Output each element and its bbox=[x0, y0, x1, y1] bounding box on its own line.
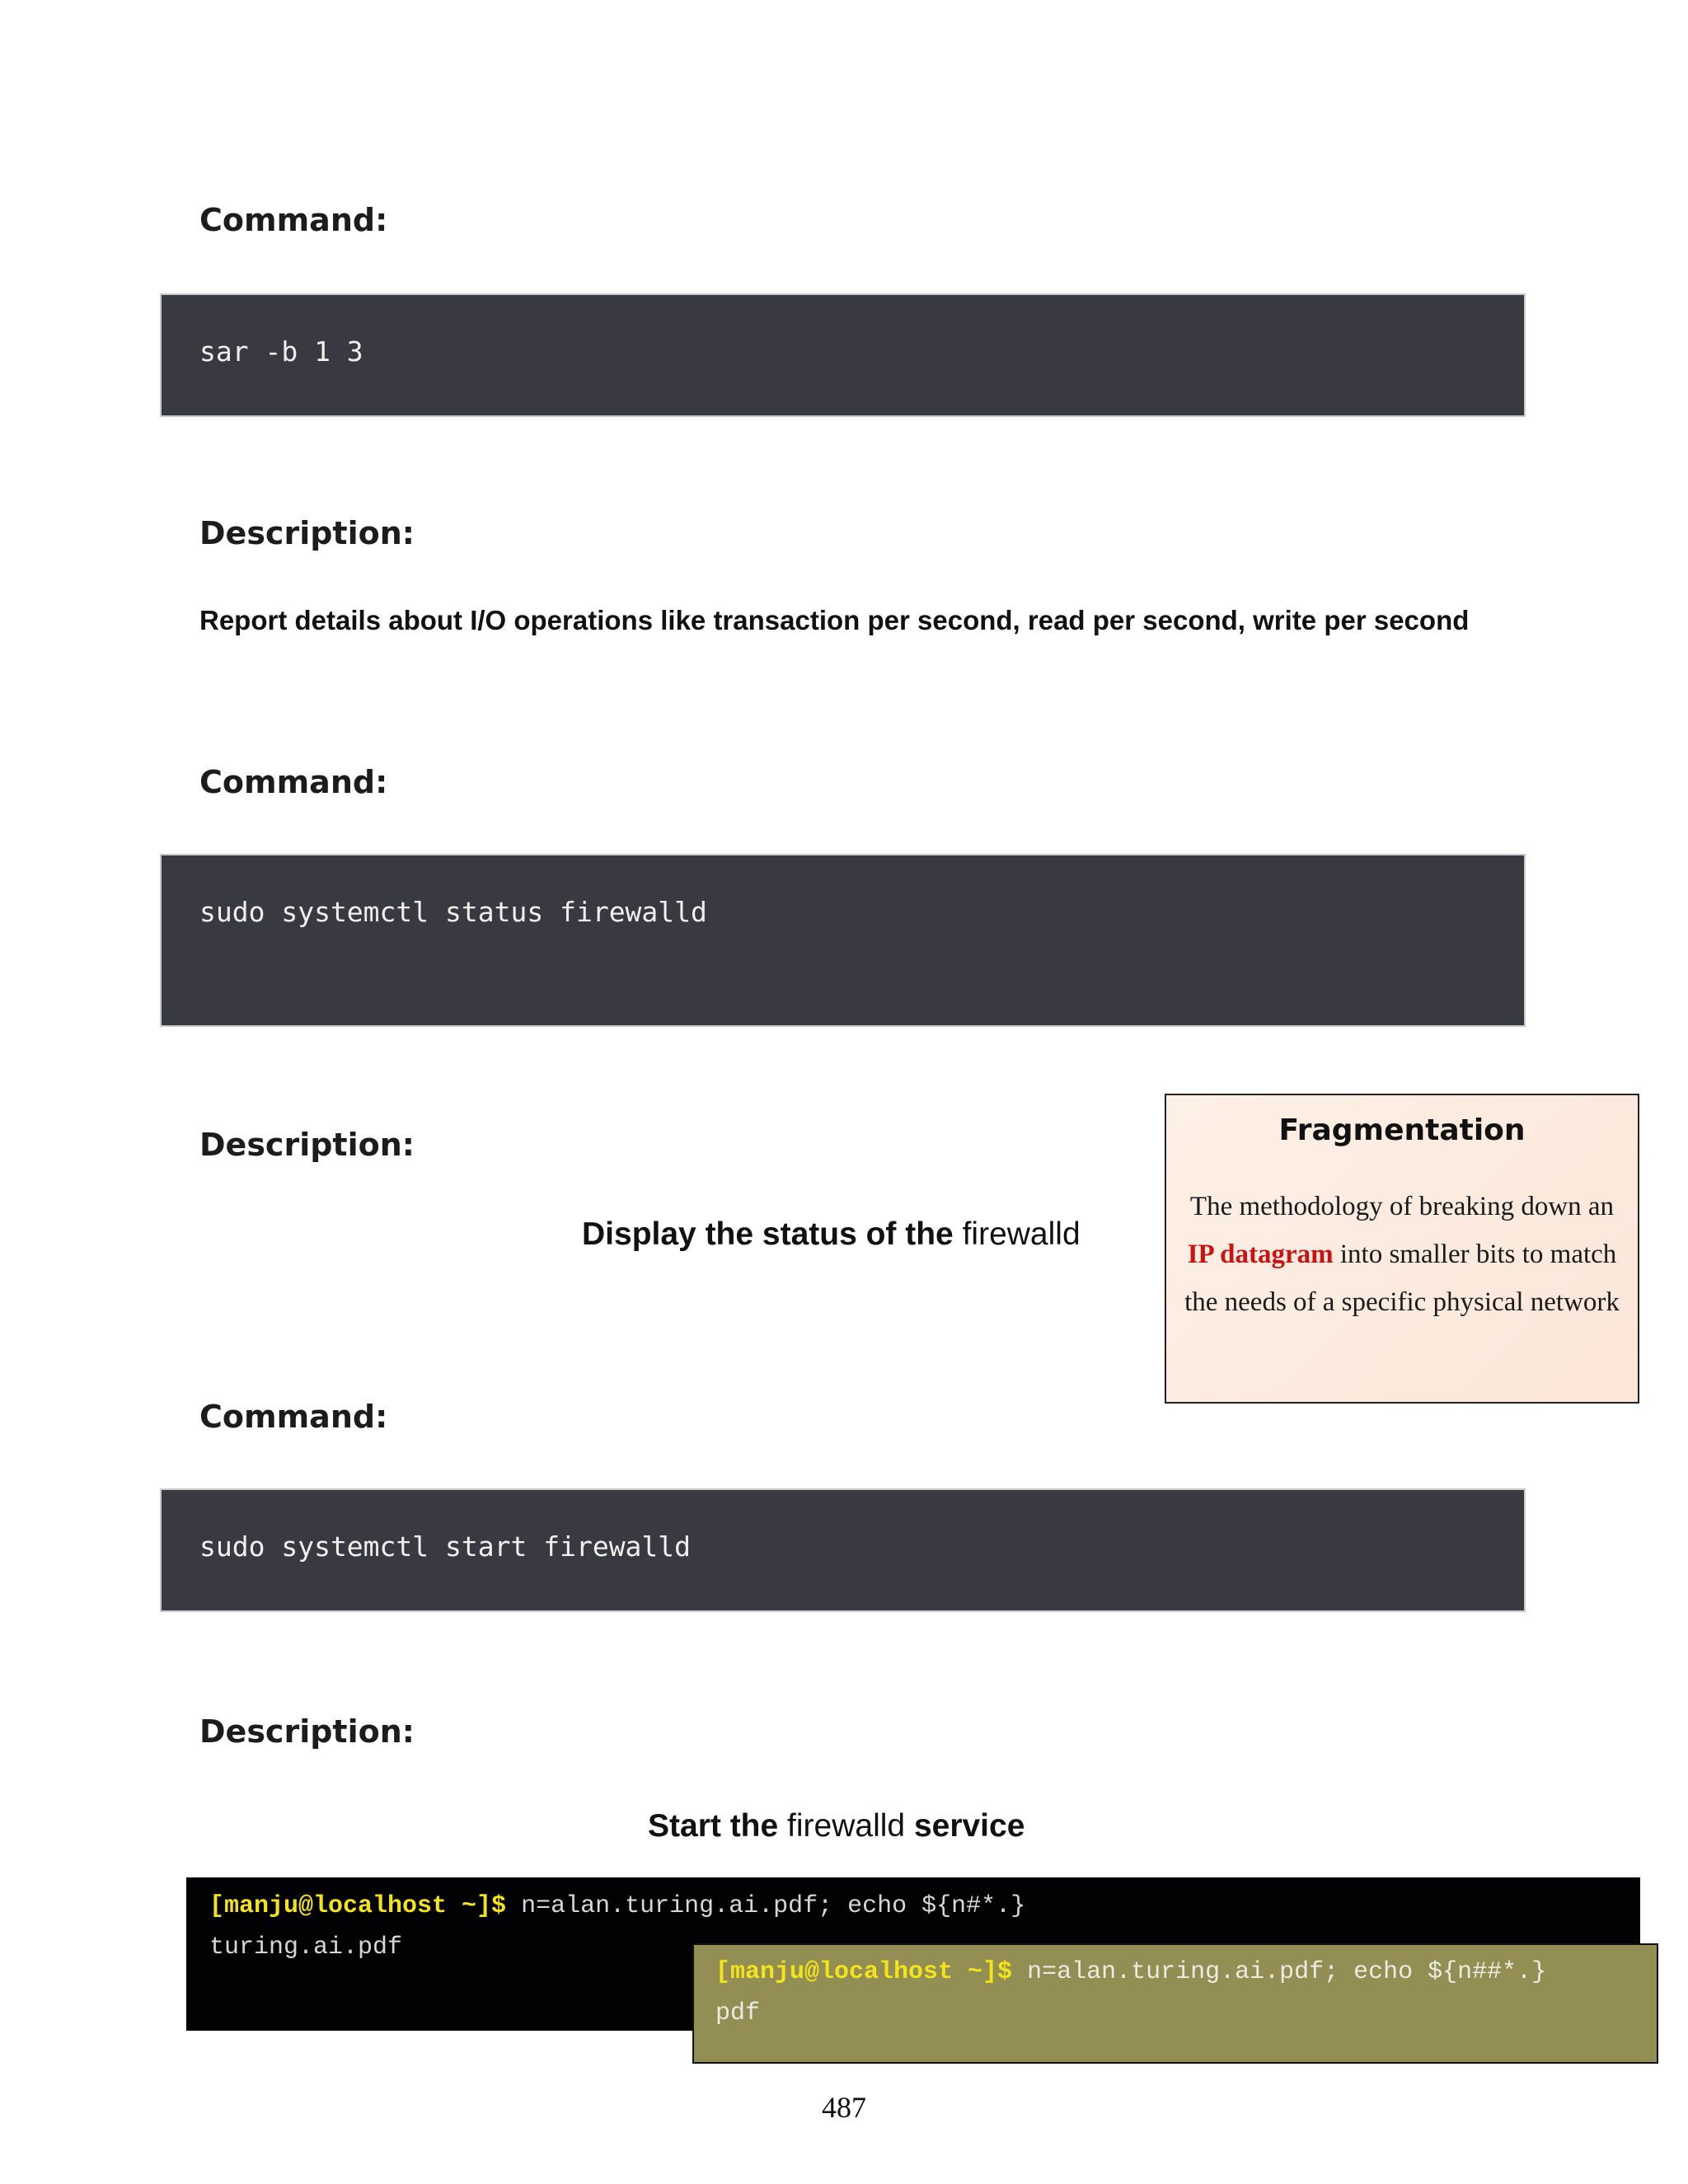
code-block-1 bbox=[160, 293, 1526, 417]
terminal-olive-prompt: [manju@localhost ~]$ bbox=[715, 1958, 1013, 1986]
description-heading-3: Description: bbox=[199, 1713, 415, 1750]
callout-body bbox=[1181, 1183, 1623, 1326]
code-block-3 bbox=[160, 1488, 1526, 1612]
command-heading-1: Command: bbox=[199, 202, 388, 238]
terminal-dark-output: turing.ai.pdf bbox=[209, 1933, 403, 1961]
command-heading-2: Command: bbox=[199, 764, 388, 800]
callout-highlight: IP datagram bbox=[1187, 1240, 1334, 1269]
description-text-3-plain: firewalld bbox=[778, 1808, 914, 1844]
code-text-2: sudo systemctl status firewalld bbox=[199, 896, 707, 928]
terminal-olive-command-line bbox=[715, 1960, 1546, 1985]
description-heading-2: Description: bbox=[199, 1127, 415, 1163]
page-number: 487 bbox=[822, 2091, 866, 2124]
terminal-olive-output: pdf bbox=[715, 1999, 761, 2027]
callout-title: Fragmentation bbox=[1278, 1113, 1526, 1147]
terminal-olive-command: n=alan.turing.ai.pdf; echo ${n##*.} bbox=[1012, 1958, 1547, 1986]
terminal-dark-command-line bbox=[209, 1894, 1025, 1919]
code-text-3: sudo systemctl start firewalld bbox=[199, 1530, 692, 1563]
description-text-3 bbox=[648, 1810, 1025, 1842]
terminal-dark-prompt: [manju@localhost ~]$ bbox=[209, 1892, 507, 1920]
callout-text-after: into smaller bits to match the needs of a specific physical network bbox=[1184, 1240, 1620, 1317]
description-text-2-plain: firewalld bbox=[953, 1216, 1081, 1252]
description-text-3-bold-1: Start the bbox=[648, 1808, 779, 1844]
description-text-1: Report details about I/O operations like transaction per second, read per second, write per second bbox=[199, 605, 1470, 635]
terminal-dark-command: n=alan.turing.ai.pdf; echo ${n#*.} bbox=[506, 1892, 1026, 1920]
code-block-2 bbox=[160, 854, 1526, 1027]
description-text-3-bold-2: service bbox=[913, 1808, 1025, 1844]
fragmentation-callout bbox=[1165, 1094, 1639, 1404]
description-heading-1: Description: bbox=[199, 515, 415, 551]
description-text-2-bold: Display the status of the bbox=[582, 1216, 954, 1252]
description-text-2 bbox=[582, 1218, 1081, 1250]
command-heading-3: Command: bbox=[199, 1399, 388, 1435]
callout-text-before: The methodology of breaking down an bbox=[1189, 1192, 1615, 1221]
terminal-screenshot-olive bbox=[692, 1943, 1658, 2064]
code-text-1: sar -b 1 3 bbox=[199, 335, 363, 368]
